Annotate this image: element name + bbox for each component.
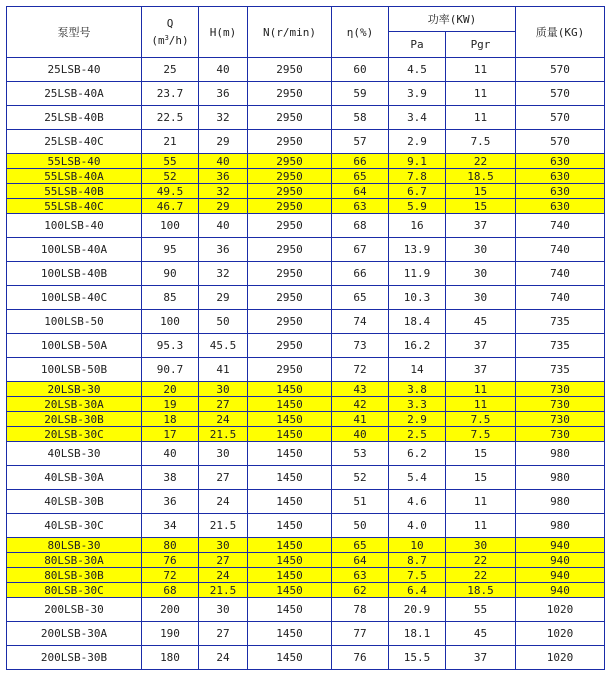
cell-flow: 55 [142, 154, 199, 169]
cell-power-pgr: 22 [446, 568, 516, 583]
cell-efficiency: 76 [332, 646, 389, 670]
cell-model: 25LSB-40C [7, 130, 142, 154]
cell-flow: 90 [142, 262, 199, 286]
table-row [7, 538, 605, 553]
cell-model: 55LSB-40A [7, 169, 142, 184]
cell-head: 30 [199, 382, 248, 397]
cell-power-pa: 5.9 [389, 199, 446, 214]
table-row [7, 82, 605, 106]
cell-power-pa: 3.4 [389, 106, 446, 130]
cell-head: 32 [199, 262, 248, 286]
cell-efficiency: 64 [332, 553, 389, 568]
cell-power-pa: 18.4 [389, 310, 446, 334]
cell-flow: 17 [142, 427, 199, 442]
header-flow-unit-post: /h) [168, 34, 189, 47]
cell-flow: 80 [142, 538, 199, 553]
cell-power-pa: 6.2 [389, 442, 446, 466]
cell-speed: 1450 [248, 568, 332, 583]
cell-head: 36 [199, 238, 248, 262]
cell-mass: 730 [516, 427, 605, 442]
cell-model: 20LSB-30C [7, 427, 142, 442]
cell-mass: 940 [516, 553, 605, 568]
cell-efficiency: 51 [332, 490, 389, 514]
cell-head: 50 [199, 310, 248, 334]
cell-efficiency: 52 [332, 466, 389, 490]
cell-flow: 190 [142, 622, 199, 646]
cell-head: 27 [199, 553, 248, 568]
cell-power-pa: 4.0 [389, 514, 446, 538]
cell-power-pa: 16.2 [389, 334, 446, 358]
table-row [7, 553, 605, 568]
cell-efficiency: 73 [332, 334, 389, 358]
cell-flow: 68 [142, 583, 199, 598]
cell-speed: 2950 [248, 334, 332, 358]
cell-mass: 1020 [516, 622, 605, 646]
cell-efficiency: 72 [332, 358, 389, 382]
cell-head: 24 [199, 646, 248, 670]
table-row [7, 583, 605, 598]
cell-efficiency: 78 [332, 598, 389, 622]
cell-speed: 1450 [248, 412, 332, 427]
cell-model: 200LSB-30A [7, 622, 142, 646]
cell-flow: 72 [142, 568, 199, 583]
cell-speed: 1450 [248, 427, 332, 442]
cell-power-pa: 8.7 [389, 553, 446, 568]
header-flow-symbol: Q [166, 17, 174, 30]
cell-speed: 2950 [248, 358, 332, 382]
cell-speed: 1450 [248, 490, 332, 514]
cell-flow: 40 [142, 442, 199, 466]
cell-speed: 1450 [248, 538, 332, 553]
cell-speed: 1450 [248, 646, 332, 670]
cell-flow: 21 [142, 130, 199, 154]
cell-mass: 735 [516, 334, 605, 358]
cell-power-pa: 5.4 [389, 466, 446, 490]
cell-power-pgr: 11 [446, 397, 516, 412]
header-head: H(m) [199, 7, 248, 58]
cell-efficiency: 68 [332, 214, 389, 238]
cell-efficiency: 64 [332, 184, 389, 199]
cell-head: 29 [199, 286, 248, 310]
cell-speed: 2950 [248, 184, 332, 199]
cell-mass: 980 [516, 490, 605, 514]
cell-mass: 570 [516, 130, 605, 154]
cell-power-pa: 7.5 [389, 568, 446, 583]
cell-model: 100LSB-40B [7, 262, 142, 286]
cell-speed: 2950 [248, 82, 332, 106]
table-row [7, 169, 605, 184]
cell-efficiency: 77 [332, 622, 389, 646]
cell-power-pgr: 11 [446, 106, 516, 130]
cell-power-pa: 3.9 [389, 82, 446, 106]
cell-speed: 2950 [248, 262, 332, 286]
cell-power-pgr: 11 [446, 82, 516, 106]
cell-mass: 740 [516, 238, 605, 262]
cell-flow: 85 [142, 286, 199, 310]
cell-mass: 630 [516, 199, 605, 214]
table-row [7, 622, 605, 646]
table-row [7, 154, 605, 169]
cell-mass: 980 [516, 466, 605, 490]
cell-power-pgr: 7.5 [446, 427, 516, 442]
cell-head: 36 [199, 169, 248, 184]
cell-model: 40LSB-30 [7, 442, 142, 466]
cell-flow: 22.5 [142, 106, 199, 130]
cell-efficiency: 63 [332, 199, 389, 214]
cell-speed: 1450 [248, 583, 332, 598]
cell-mass: 730 [516, 382, 605, 397]
cell-head: 40 [199, 58, 248, 82]
cell-efficiency: 58 [332, 106, 389, 130]
cell-model: 55LSB-40 [7, 154, 142, 169]
cell-power-pa: 14 [389, 358, 446, 382]
cell-model: 55LSB-40C [7, 199, 142, 214]
cell-efficiency: 67 [332, 238, 389, 262]
cell-model: 25LSB-40A [7, 82, 142, 106]
cell-power-pgr: 30 [446, 238, 516, 262]
cell-efficiency: 42 [332, 397, 389, 412]
cell-flow: 23.7 [142, 82, 199, 106]
cell-mass: 570 [516, 58, 605, 82]
cell-mass: 740 [516, 286, 605, 310]
cell-flow: 180 [142, 646, 199, 670]
cell-efficiency: 65 [332, 286, 389, 310]
cell-flow: 100 [142, 310, 199, 334]
cell-mass: 735 [516, 310, 605, 334]
header-flow [142, 7, 199, 58]
cell-efficiency: 60 [332, 58, 389, 82]
cell-speed: 1450 [248, 397, 332, 412]
cell-efficiency: 74 [332, 310, 389, 334]
cell-power-pa: 13.9 [389, 238, 446, 262]
cell-head: 40 [199, 214, 248, 238]
cell-efficiency: 53 [332, 442, 389, 466]
cell-mass: 1020 [516, 598, 605, 622]
cell-flow: 38 [142, 466, 199, 490]
cell-flow: 90.7 [142, 358, 199, 382]
cell-power-pa: 11.9 [389, 262, 446, 286]
cell-power-pa: 10.3 [389, 286, 446, 310]
cell-head: 41 [199, 358, 248, 382]
header-speed: N(r/min) [248, 7, 332, 58]
cell-power-pgr: 22 [446, 553, 516, 568]
cell-power-pa: 15.5 [389, 646, 446, 670]
cell-power-pgr: 11 [446, 58, 516, 82]
cell-head: 29 [199, 130, 248, 154]
table-row [7, 514, 605, 538]
cell-flow: 52 [142, 169, 199, 184]
table-row [7, 262, 605, 286]
cell-speed: 2950 [248, 169, 332, 184]
cell-mass: 730 [516, 412, 605, 427]
cell-power-pa: 3.8 [389, 382, 446, 397]
cell-power-pgr: 15 [446, 442, 516, 466]
cell-power-pgr: 30 [446, 538, 516, 553]
cell-mass: 980 [516, 514, 605, 538]
pump-spec-table [6, 6, 605, 670]
header-power: 功率(KW) [389, 7, 516, 32]
cell-power-pgr: 15 [446, 466, 516, 490]
table-row [7, 466, 605, 490]
table-row [7, 568, 605, 583]
table-row [7, 412, 605, 427]
cell-flow: 200 [142, 598, 199, 622]
cell-power-pgr: 55 [446, 598, 516, 622]
cell-model: 20LSB-30B [7, 412, 142, 427]
cell-mass: 730 [516, 397, 605, 412]
table-row [7, 199, 605, 214]
table-row [7, 442, 605, 466]
pump-spec-table-wrapper [6, 6, 605, 670]
cell-head: 32 [199, 106, 248, 130]
table-row [7, 382, 605, 397]
cell-speed: 2950 [248, 58, 332, 82]
header-mass: 质量(KG) [516, 7, 605, 58]
cell-head: 29 [199, 199, 248, 214]
cell-flow: 49.5 [142, 184, 199, 199]
cell-flow: 36 [142, 490, 199, 514]
cell-model: 100LSB-50 [7, 310, 142, 334]
cell-efficiency: 41 [332, 412, 389, 427]
cell-head: 30 [199, 538, 248, 553]
header-efficiency: η(%) [332, 7, 389, 58]
cell-speed: 1450 [248, 553, 332, 568]
cell-head: 21.5 [199, 583, 248, 598]
cell-speed: 1450 [248, 466, 332, 490]
cell-efficiency: 65 [332, 538, 389, 553]
cell-model: 100LSB-40A [7, 238, 142, 262]
cell-speed: 1450 [248, 514, 332, 538]
cell-power-pgr: 45 [446, 622, 516, 646]
table-row [7, 310, 605, 334]
cell-speed: 2950 [248, 238, 332, 262]
cell-power-pa: 10 [389, 538, 446, 553]
cell-power-pgr: 11 [446, 514, 516, 538]
cell-model: 80LSB-30 [7, 538, 142, 553]
table-row [7, 130, 605, 154]
cell-power-pgr: 15 [446, 184, 516, 199]
cell-flow: 20 [142, 382, 199, 397]
cell-flow: 100 [142, 214, 199, 238]
cell-mass: 940 [516, 568, 605, 583]
cell-mass: 570 [516, 82, 605, 106]
cell-mass: 630 [516, 154, 605, 169]
header-model: 泵型号 [7, 7, 142, 58]
cell-power-pgr: 7.5 [446, 130, 516, 154]
cell-power-pgr: 37 [446, 214, 516, 238]
cell-power-pa: 6.7 [389, 184, 446, 199]
cell-model: 20LSB-30 [7, 382, 142, 397]
cell-mass: 630 [516, 184, 605, 199]
cell-power-pgr: 11 [446, 490, 516, 514]
cell-model: 40LSB-30B [7, 490, 142, 514]
cell-model: 100LSB-50A [7, 334, 142, 358]
cell-speed: 2950 [248, 130, 332, 154]
table-row [7, 598, 605, 622]
cell-power-pa: 2.9 [389, 130, 446, 154]
cell-model: 25LSB-40B [7, 106, 142, 130]
cell-mass: 1020 [516, 646, 605, 670]
table-row [7, 427, 605, 442]
cell-head: 24 [199, 412, 248, 427]
cell-model: 200LSB-30B [7, 646, 142, 670]
table-row [7, 358, 605, 382]
cell-flow: 95 [142, 238, 199, 262]
cell-head: 27 [199, 466, 248, 490]
cell-mass: 940 [516, 583, 605, 598]
table-row [7, 490, 605, 514]
cell-mass: 630 [516, 169, 605, 184]
cell-model: 40LSB-30A [7, 466, 142, 490]
cell-efficiency: 57 [332, 130, 389, 154]
cell-efficiency: 63 [332, 568, 389, 583]
cell-model: 100LSB-40C [7, 286, 142, 310]
table-row [7, 334, 605, 358]
cell-speed: 2950 [248, 199, 332, 214]
cell-head: 40 [199, 154, 248, 169]
cell-speed: 1450 [248, 622, 332, 646]
cell-efficiency: 65 [332, 169, 389, 184]
table-row [7, 214, 605, 238]
cell-flow: 46.7 [142, 199, 199, 214]
cell-head: 30 [199, 598, 248, 622]
cell-efficiency: 43 [332, 382, 389, 397]
cell-power-pgr: 15 [446, 199, 516, 214]
cell-head: 27 [199, 397, 248, 412]
cell-head: 32 [199, 184, 248, 199]
cell-efficiency: 50 [332, 514, 389, 538]
table-row [7, 184, 605, 199]
cell-power-pgr: 30 [446, 262, 516, 286]
table-body [7, 58, 605, 670]
cell-model: 80LSB-30A [7, 553, 142, 568]
header-flow-unit-pre: (m [151, 34, 165, 47]
cell-mass: 940 [516, 538, 605, 553]
cell-power-pgr: 18.5 [446, 583, 516, 598]
cell-model: 55LSB-40B [7, 184, 142, 199]
cell-speed: 2950 [248, 106, 332, 130]
cell-power-pgr: 45 [446, 310, 516, 334]
cell-flow: 34 [142, 514, 199, 538]
cell-speed: 1450 [248, 442, 332, 466]
cell-speed: 2950 [248, 214, 332, 238]
cell-model: 100LSB-40 [7, 214, 142, 238]
cell-power-pa: 2.9 [389, 412, 446, 427]
cell-mass: 740 [516, 214, 605, 238]
table-row [7, 646, 605, 670]
cell-power-pgr: 37 [446, 646, 516, 670]
cell-speed: 2950 [248, 286, 332, 310]
cell-power-pa: 7.8 [389, 169, 446, 184]
cell-mass: 980 [516, 442, 605, 466]
cell-model: 40LSB-30C [7, 514, 142, 538]
cell-power-pgr: 22 [446, 154, 516, 169]
table-row [7, 58, 605, 82]
cell-power-pgr: 30 [446, 286, 516, 310]
header-power-pgr: Pgr [446, 32, 516, 58]
cell-power-pgr: 18.5 [446, 169, 516, 184]
cell-mass: 570 [516, 106, 605, 130]
table-row [7, 106, 605, 130]
cell-power-pgr: 37 [446, 334, 516, 358]
cell-efficiency: 62 [332, 583, 389, 598]
table-row [7, 286, 605, 310]
cell-power-pa: 18.1 [389, 622, 446, 646]
cell-head: 21.5 [199, 427, 248, 442]
cell-power-pgr: 11 [446, 382, 516, 397]
cell-power-pa: 3.3 [389, 397, 446, 412]
cell-model: 80LSB-30B [7, 568, 142, 583]
cell-speed: 1450 [248, 382, 332, 397]
cell-head: 27 [199, 622, 248, 646]
cell-flow: 18 [142, 412, 199, 427]
cell-power-pa: 4.6 [389, 490, 446, 514]
cell-head: 24 [199, 568, 248, 583]
cell-model: 20LSB-30A [7, 397, 142, 412]
cell-power-pa: 9.1 [389, 154, 446, 169]
cell-model: 100LSB-50B [7, 358, 142, 382]
cell-power-pa: 6.4 [389, 583, 446, 598]
cell-power-pa: 2.5 [389, 427, 446, 442]
cell-mass: 735 [516, 358, 605, 382]
cell-head: 45.5 [199, 334, 248, 358]
cell-efficiency: 40 [332, 427, 389, 442]
cell-flow: 19 [142, 397, 199, 412]
cell-model: 200LSB-30 [7, 598, 142, 622]
cell-head: 24 [199, 490, 248, 514]
header-flow-unit-sup: 3 [164, 34, 169, 42]
header-power-pa: Pa [389, 32, 446, 58]
cell-speed: 2950 [248, 154, 332, 169]
cell-speed: 2950 [248, 310, 332, 334]
cell-efficiency: 66 [332, 262, 389, 286]
cell-flow: 25 [142, 58, 199, 82]
table-row [7, 238, 605, 262]
cell-power-pa: 4.5 [389, 58, 446, 82]
cell-head: 21.5 [199, 514, 248, 538]
table-row [7, 397, 605, 412]
cell-power-pa: 20.9 [389, 598, 446, 622]
cell-speed: 1450 [248, 598, 332, 622]
cell-model: 25LSB-40 [7, 58, 142, 82]
cell-flow: 95.3 [142, 334, 199, 358]
cell-power-pgr: 7.5 [446, 412, 516, 427]
cell-efficiency: 66 [332, 154, 389, 169]
cell-power-pgr: 37 [446, 358, 516, 382]
cell-mass: 740 [516, 262, 605, 286]
cell-power-pa: 16 [389, 214, 446, 238]
cell-flow: 76 [142, 553, 199, 568]
cell-head: 36 [199, 82, 248, 106]
cell-head: 30 [199, 442, 248, 466]
cell-model: 80LSB-30C [7, 583, 142, 598]
cell-efficiency: 59 [332, 82, 389, 106]
